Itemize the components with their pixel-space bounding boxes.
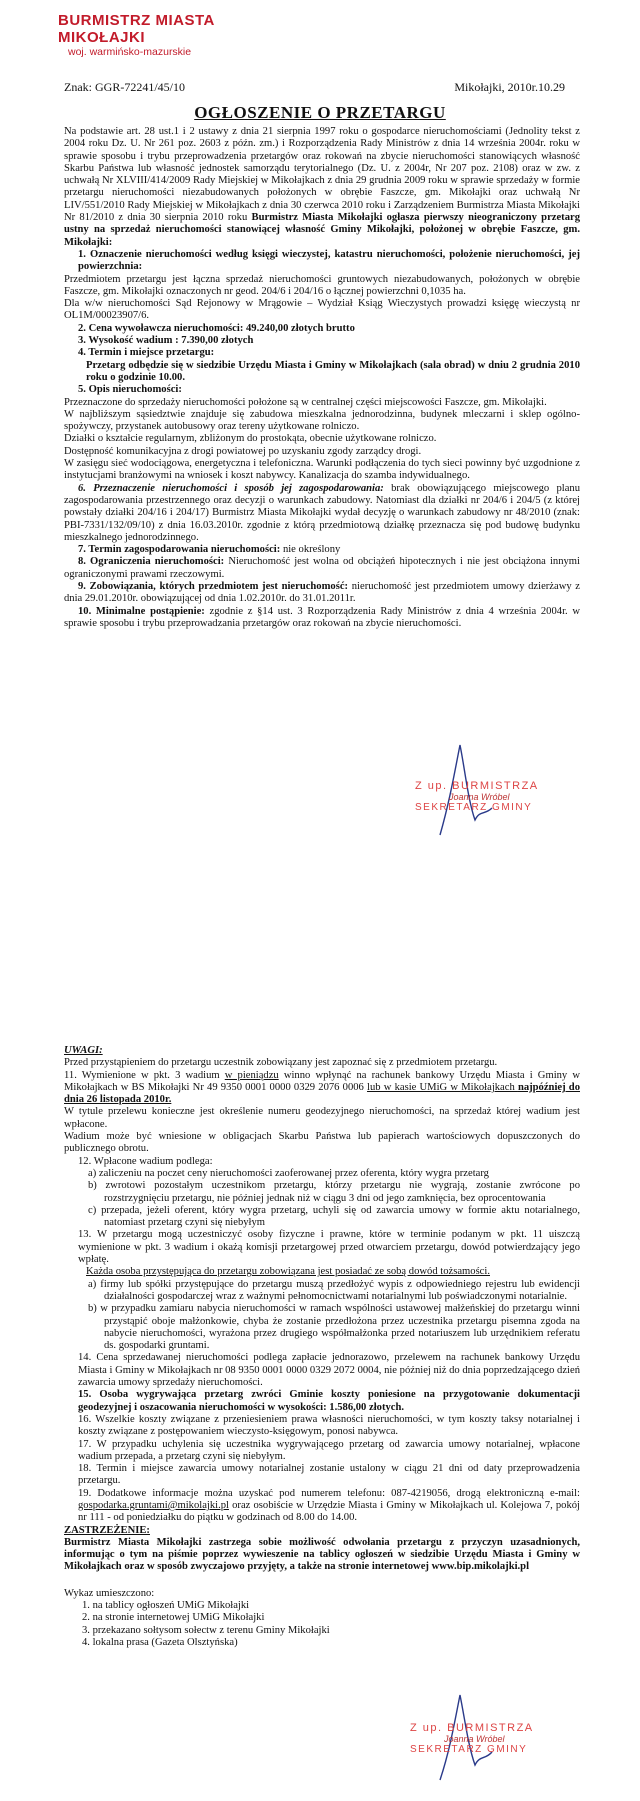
- section-11-text-c: winno wpłynąć na rachunek bankowy Urzędu Miasta i Gminy w Mikołajkach w BS Mikołajki Nr 49 9350 0001 0000 0329 2076 0006: [64, 1069, 581, 1093]
- section-13-text: 13. W przetargu mogą uczestniczyć osoby fizyczne i prawne, które w terminie podanym w pkt. 11 uiszczą wymienione w pkt. 3 wadium i okażą komisji przetargowej przed otwarciem przetargu, dowód potwierdzający jego wpłatę.: [78, 1229, 580, 1266]
- stamp-line-1: BURMISTRZ MIASTA MIKOŁAJKI: [58, 12, 215, 46]
- section-8-text: Nieruchomość jest wolna od obciążeń hipotecznych i nie jest obciążona innymi ograniczonymi prawami rzeczowymi.: [64, 556, 580, 580]
- section-12-c: c) przepada, jeżeli oferent, który wygra przetarg, uchyli się od zawarcia umowy w formie aktu notarialnego, natomiast przetarg czyni się niebyłym: [88, 1204, 580, 1229]
- section-1-text-2: Dla w/w nieruchomości Sąd Rejonowy w Mrągowie – Wydział Ksiąg Wieczystych prowadzi księgę wieczystą nr OL1M/00023907/6.: [64, 298, 580, 322]
- section-6: [64, 483, 580, 544]
- reservation-label: ZASTRZEŻENIE:: [64, 1524, 150, 1536]
- section-10-text: zgodnie z §14 ust. 3 Rozporządzenia Rady Ministrów z dnia 4 września 2004r. w sprawie sposobu i trybu przeprowadzania przetargów oraz rokowań na zbycie nieruchomości.: [64, 605, 581, 629]
- section-6-label: 6. Przeznaczenie nieruchomości i sposób jej zagospodarowania:: [78, 482, 384, 494]
- section-4-title: 4. Termin i miejsce przetargu:: [78, 347, 215, 359]
- signature-line-3: SEKRETARZ GMINY: [415, 802, 533, 813]
- section-13-a: a) firmy lub spółki przystępujące do przetargu muszą przedłożyć wypis z odpowiedniego rejestru lub ewidencji działalności gospodarczej wraz z ważnymi pełnomocnictwami notarialnymi lub poświadczonymi notarialnie.: [88, 1278, 580, 1302]
- section-11-text-d: lub w kasie UMiG w Mikołajkach: [367, 1081, 518, 1093]
- section-5-title: 5. Opis nieruchomości:: [78, 384, 182, 396]
- section-16: 16. Wszelkie koszty związane z przeniesieniem prawa własności nieruchomości, w tym koszty taksy notarialnej i koszty związane z postępowaniem wieczysto-księgowym, ponosi nabywca.: [78, 1413, 580, 1438]
- remarks-label: UWAGI:: [64, 1045, 103, 1056]
- section-12-a: a) zaliczeniu na poczet ceny nieruchomości zaoferowanej przez oferenta, który wygra przetarg: [88, 1167, 489, 1179]
- section-2-price: 2. Cena wywoławcza nieruchomości: 49.240,00 złotych brutto: [78, 322, 355, 334]
- section-11-text-a: 11. Wymienione w pkt. 3 wadium: [64, 1069, 225, 1081]
- section-13-identity-note: Każda osoba przystępująca do przetargu zobowiązana jest posiadać ze sobą dowód tożsamości.: [86, 1266, 490, 1278]
- section-9-text: nieruchomość jest przedmiotem umowy dzierżawy z dnia 29.01.2010r. obowiązującej od dnia 1.02.2010r. do 31.01.2011r.: [64, 580, 581, 605]
- contact-email-link[interactable]: gospodarka.gruntami@mikolajki.pl: [78, 1499, 229, 1511]
- posting-list-item: 2. na stronie internetowej UMiG Mikołajki: [82, 1612, 265, 1624]
- remarks-text: Przed przystąpieniem do przetargu uczestnik zobowiązany jest zapoznać się z przedmiotem przetargu.: [64, 1057, 498, 1069]
- section-13-b: b) w przypadku zamiaru nabycia nieruchomości w ramach wspólności ustawowej małżeńskiej do przetargu winni przystąpić oboje małżonkowie, chyba że zostanie przedłożona przez uczestnika przetargu pisemna zgoda na nabycie nieruchomości, wyrażona przez drugiego współmałżonka przed notariuszem lub urzędnikiem referatu ds. gospodarki gruntami.: [88, 1303, 580, 1352]
- section-7: [64, 544, 580, 556]
- section-10: [64, 606, 580, 631]
- signature-stamp-1: [415, 780, 539, 813]
- document-date: Mikołajki, 2010r.10.29: [454, 80, 565, 94]
- section-11-note-1: W tytule przelewu konieczne jest określenie numeru geodezyjnego nieruchomości, na sprzedaż której wadium jest wpłacone.: [64, 1106, 580, 1130]
- office-stamp: [58, 12, 258, 59]
- announcement-body: [64, 126, 580, 630]
- section-5-text-5: W zasięgu sieć wodociągowa, energetyczna i telefoniczna. Warunki podłączenia do tych sieci powinny być uzgodnione z instytucjami branżowymi na wniosek i koszt nabywcy. Kanalizacja do szamba indywidualnego.: [64, 458, 580, 482]
- section-5-text-1: Przeznaczone do sprzedaży nieruchomości położone są w centralnej części miejscowości Faszcze, gm. Mikołajki.: [64, 396, 547, 408]
- posting-list-item: 3. przekazano sołtysom sołectw z terenu Gminy Mikołajki: [82, 1624, 330, 1636]
- section-1-text-1: Przedmiotem przetargu jest łączna sprzedaż nieruchomości gruntowych niezabudowanych, położonych w obrębie Faszcze, gm. Mikołajki oznaczonych nr geod. 204/6 i 204/16 o łącznej powierzchni 0,1035 ha.: [64, 273, 580, 297]
- section-19-text-b: oraz osobiście w Urzędzie Miasta i Gminy w Mikołajkach ul. Kolejowa 7, pokój nr 111 - od poniedziałku do piątku w godzinach od 8.00 do 14.00.: [78, 1499, 580, 1524]
- section-7-text: nie określony: [282, 544, 341, 556]
- section-9: [64, 581, 580, 606]
- section-8-label: 8. Ograniczenia nieruchomości:: [78, 556, 225, 568]
- reference-number: Znak: GGR-72241/45/10: [64, 80, 185, 94]
- posting-list-item: 1. na tablicy ogłoszeń UMiG Mikołajki: [82, 1600, 250, 1612]
- section-19: [64, 1488, 580, 1525]
- section-7-label: 7. Termin zagospodarowania nieruchomości:: [78, 544, 281, 556]
- section-11: [64, 1070, 580, 1107]
- reservation-text: Burmistrz Miasta Mikołajki zastrzega sobie możliwość odwołania przetargu z przyczyn uzasadnionych, informując o tym na piśmie poprzez wywieszenie na tablicy ogłoszeń w siedzibie Urzędu Miasta i Gminy w Mikołajkach oraz w sposób zwyczajowo przyjęty, a także na stronie internetowej www.bip.mikolajki.pl: [64, 1536, 580, 1573]
- posting-list-item: 4. lokalna prasa (Gazeta Olsztyńska): [82, 1636, 238, 1648]
- signature-line-1: Z up. BURMISTRZA: [415, 780, 539, 792]
- remarks-body: [64, 1045, 580, 1649]
- section-6-text: brak obowiązującego miejscowego planu zagospodarowania przestrzennego oraz decyzji o warunkach zabudowy. Natomiast dla działki nr 204/6 i 204/5 (z której powstały działki 204/16 i 204/17) Burmistrz Miasta Mikołajki wydał decyzję o warunkach zabudowy nr 48/2010 (znak: PBI-7331/132/09/10) z dnia 16.03.2010r. zgodnie z którą przedmiotową działkę przeznacza się pod budowę budynku mieszkalnego jednorodzinnego.: [64, 482, 581, 543]
- section-11-note-2: Wadium może być wniesione w obligacjach Skarbu Państwa lub papierach wartościowych dopuszczonych do publicznego obrotu.: [64, 1131, 580, 1155]
- section-17: 17. W przypadku uchylenia się uczestnika wygrywającego przetarg od zawarcia umowy notarialnej, wpłacone wadium przepada, a przetarg czyni się niebyłym.: [78, 1438, 580, 1462]
- section-11-text-b: w pieniądzu: [224, 1069, 279, 1081]
- section-10-label: 10. Minimalne postąpienie:: [78, 605, 205, 617]
- section-12-b: b) zwrotowi pozostałym uczestnikom przetargu, którzy przetargu nie wygrają, zostanie zwrócone po rozstrzygnięciu przetargu, nie później jednak niż w ciągu 3 dni od jego zamknięcia, bez oprocentowania: [88, 1180, 580, 1204]
- section-5-text-2: W najbliższym sąsiedztwie znajduje się zabudowa mieszkalna jednorodzinna, budynek mleczarni i sklep ogólno-spożywczy, przystanek autobusowy oraz tereny użytkowane rolniczo.: [64, 408, 580, 433]
- section-5-text-4: Dostępność komunikacyjna z drogi powiatowej po uzyskaniu zgody zarządcy drogi.: [64, 445, 422, 457]
- section-18: 18. Termin i miejsce zawarcia umowy notarialnej zostanie ustalony w ciągu 21 dni od daty przeprowadzenia przetargu.: [78, 1463, 580, 1487]
- signature-line-1: Z up. BURMISTRZA: [410, 1722, 534, 1734]
- posting-list: [64, 1600, 580, 1649]
- section-12-title: 12. Wpłacone wadium podlega:: [78, 1155, 213, 1167]
- signature-line-3: SEKRETARZ GMINY: [410, 1744, 528, 1755]
- intro-legal-basis: Na podstawie art. 28 ust.1 i 2 ustawy z dnia 21 sierpnia 1997 roku o gospodarce nieruchomościami (Jednolity tekst z 2004 roku Dz. U. Nr 261 poz. 2603 z późn. zm.) i Rozporządzenia Rady Ministrów z dnia 14 września 2004r. roku w sprawie sposobu i trybu przeprowadzenia przetargów oraz rokowań na zbycie nieruchomości stanowiących własność Skarbu Państwa lub własność jednostek samorządu terytorialnego (Dz. U. z 2004r, Nr 207 poz. 2108) oraz w zw. z uchwałą Nr XLVIII/414/2009 Rady Miejskiej w Mikołajkach z dnia 29 grudnia 2009 roku w sprawie sprzedaży w formie przetargu nieruchomości niezabudowanych położonych w obrębie Faszcze, gm. Mikołajki oraz uchwałą Nr LIV/551/2010 Rady Miejskiej w Mikołajkach z dnia 30 czerwca 2010 roku i Zarządzeniem Burmistrza Miasta Mikołajki Nr 81/2010 z dnia 30 sierpnia 2010 roku: [64, 126, 580, 224]
- section-5-text-3: Działki o kształcie regularnym, zbliżonym do prostokąta, obecnie użytkowane rolniczo.: [64, 433, 437, 445]
- page-title: OGŁOSZENIE O PRZETARGU: [194, 103, 446, 122]
- section-15: 15. Osoba wygrywająca przetarg zwróci Gminie koszty poniesione na przygotowanie dokumentacji geodezyjnej i oszacowania nieruchomości w wysokości: 1.586,00 złotych.: [78, 1389, 580, 1413]
- section-14: 14. Cena sprzedawanej nieruchomości podlega zapłacie jednorazowo, przelewem na rachunek bankowy Urzędu Miasta i Gminy w Mikołajkach nr 08 9350 0001 0000 0329 2072 0004, nie później niż do dnia poprzedzającego dzień zawarcia umowy sprzedaży nieruchomości.: [78, 1352, 580, 1389]
- stamp-line-2: woj. warmińsko-mazurskie: [68, 46, 192, 58]
- section-11-deadline: najpóźniej do dnia 26 listopada 2010r.: [64, 1081, 580, 1106]
- intro-paragraph: [64, 126, 580, 249]
- signature-line-2: Joanna Wróbel: [444, 1734, 505, 1744]
- section-3-deposit: 3. Wysokość wadium : 7.390,00 złotych: [78, 335, 254, 347]
- section-4-text: Przetarg odbędzie się w siedzibie Urzędu Miasta i Gminy w Mikołajkach (sala obrad) w dniu 2 grudnia 2010 roku o godzinie 10.00.: [86, 359, 580, 383]
- section-1-title: 1. Oznaczenie nieruchomości według księgi wieczystej, katastru nieruchomości, położenie nieruchomości, jej powierzchnia:: [78, 248, 580, 273]
- section-19-text-a: 19. Dodatkowe informacje można uzyskać pod numerem telefonu: 087-4219056, drogą elektroniczną e-mail:: [78, 1487, 580, 1499]
- section-8: [64, 556, 580, 581]
- signature-stamp-2: [410, 1722, 534, 1755]
- signature-line-2: Joanna Wróbel: [449, 792, 510, 802]
- section-9-label: 9. Zobowiązania, których przedmiotem jest nieruchomość:: [78, 580, 349, 592]
- posting-list-title: Wykaz umieszczono:: [64, 1587, 155, 1599]
- intro-announcement: Burmistrz Miasta Mikołajki ogłasza pierwszy nieograniczony przetarg ustny na sprzedaż nieruchomości stanowiącej własność Gminy Mikołajki, położonej w obrębie Faszcze, gm. Mikołajki:: [64, 212, 580, 248]
